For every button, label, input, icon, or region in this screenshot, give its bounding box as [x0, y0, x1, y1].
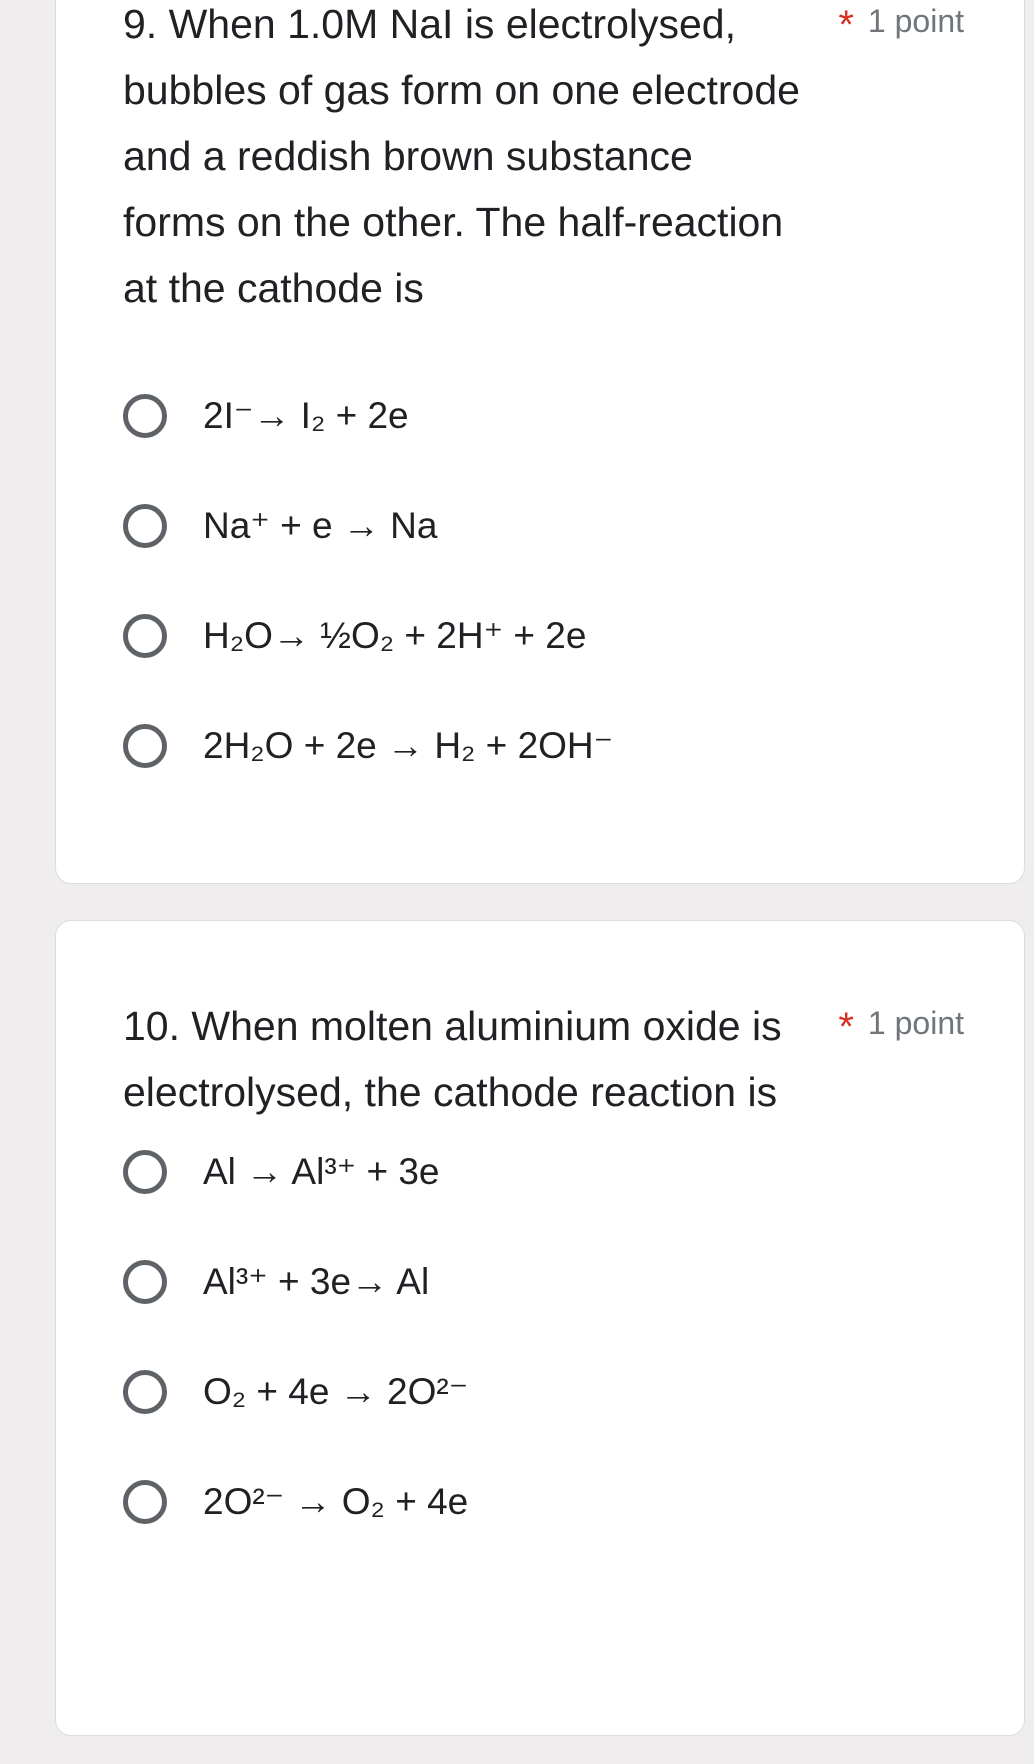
question-title: 9. When 1.0M NaI is electrolysed, bubbles of gas form on one electrode and a reddish brown substance forms on the other. The half-reaction at the cathode is	[123, 1, 800, 311]
radio-option[interactable]	[123, 691, 964, 801]
points-label: 1 point	[867, 1005, 964, 1041]
required-asterisk: *	[838, 1005, 854, 1049]
question-title: 10. When molten aluminium oxide is electrolysed, the cathode reaction is	[123, 1003, 782, 1115]
radio-button[interactable]	[123, 504, 167, 548]
radio-option[interactable]	[123, 581, 964, 691]
radio-option[interactable]	[123, 361, 964, 471]
question-header	[123, 993, 964, 1125]
radio-option[interactable]	[123, 1447, 964, 1557]
question-meta	[838, 1001, 964, 1049]
radio-button[interactable]	[123, 1150, 167, 1194]
option-label[interactable]: 2H₂O + 2e → H₂ + 2OH⁻	[203, 725, 614, 766]
option-label[interactable]: Al → Al³⁺ + 3e	[203, 1151, 440, 1192]
radio-button[interactable]	[123, 614, 167, 658]
radio-option[interactable]	[123, 1227, 964, 1337]
option-label[interactable]: 2I⁻→ I₂ + 2e	[203, 395, 409, 436]
required-asterisk: *	[838, 3, 854, 47]
option-label[interactable]: Na⁺ + e → Na	[203, 505, 438, 546]
option-label[interactable]: Al³⁺ + 3e→ Al	[203, 1261, 430, 1302]
option-label[interactable]: O₂ + 4e → 2O²⁻	[203, 1371, 469, 1412]
option-label[interactable]: H₂O→ ½O₂ + 2H⁺ + 2e	[203, 615, 587, 656]
radio-group	[123, 361, 964, 801]
radio-option[interactable]	[123, 471, 964, 581]
radio-button[interactable]	[123, 1370, 167, 1414]
question-header	[123, 0, 964, 321]
question-card-9	[55, 0, 1025, 884]
radio-button[interactable]	[123, 1260, 167, 1304]
option-label[interactable]: 2O²⁻ → O₂ + 4e	[203, 1481, 469, 1522]
radio-option[interactable]	[123, 1337, 964, 1447]
points-label: 1 point	[867, 3, 964, 39]
question-card-10	[55, 920, 1025, 1736]
radio-button[interactable]	[123, 724, 167, 768]
radio-option[interactable]	[123, 1117, 964, 1227]
radio-button[interactable]	[123, 1480, 167, 1524]
radio-button[interactable]	[123, 394, 167, 438]
question-meta	[838, 0, 964, 47]
radio-group	[123, 1117, 964, 1557]
